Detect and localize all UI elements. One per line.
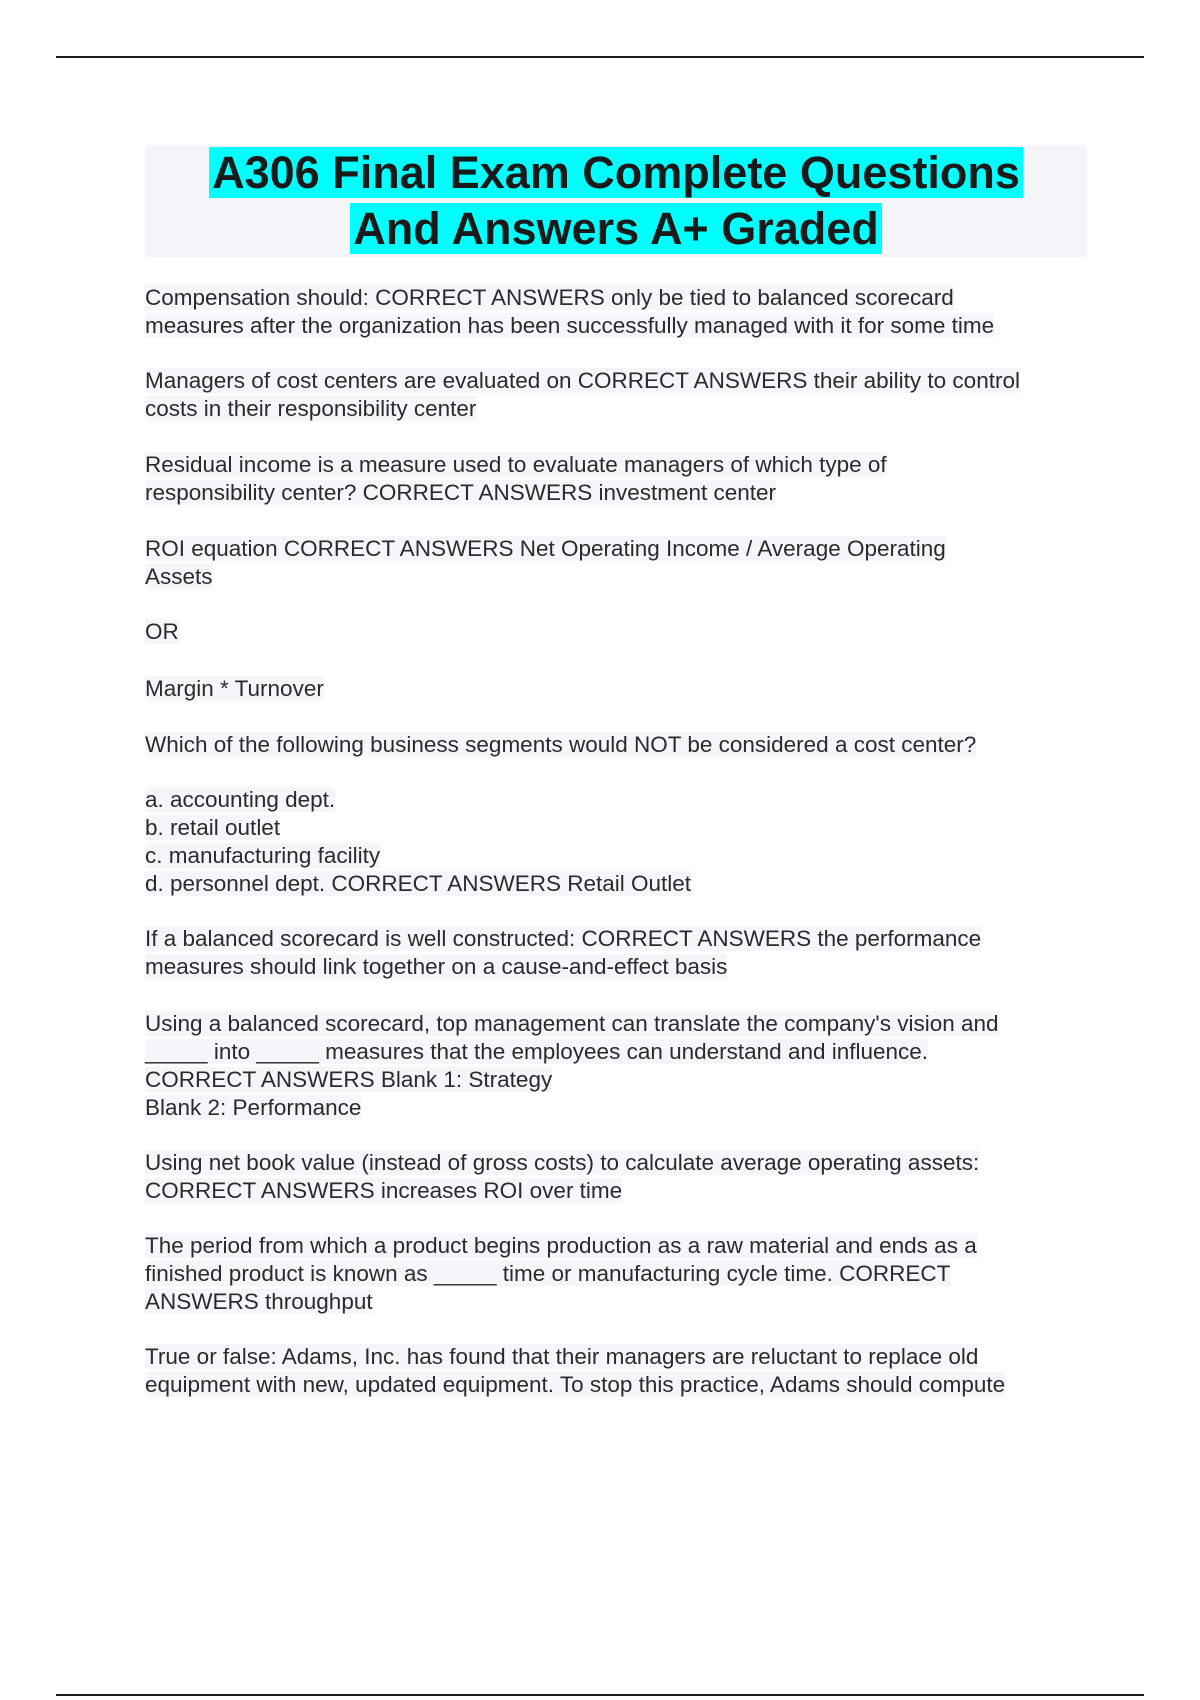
- header-rule: [56, 56, 1144, 58]
- qa-compensation: Compensation should: CORRECT ANSWERS only be tied to balanced scorecard measures after the organization has been successfully managed with it for some time: [145, 285, 995, 338]
- qa-net-book-value: Using net book value (instead of gross costs) to calculate average operating assets: CORRECT ANSWERS increases ROI over time: [145, 1150, 980, 1203]
- document-title: [145, 145, 1087, 257]
- qa-balanced-scorecard: If a balanced scorecard is well constructed: CORRECT ANSWERS the performance measures should link together on a cause-and-effect basis: [145, 926, 982, 979]
- qa-or: OR: [145, 619, 179, 644]
- qa-options-list: a. accounting dept. b. retail outlet c. manufacturing facility d. personnel dept. CORRECT ANSWERS Retail Outlet: [145, 787, 692, 896]
- qa-true-or-false: True or false: Adams, Inc. has found that their managers are reluctant to replace old equipment with new, updated equipment. To stop this practice, Adams should compute: [145, 1344, 1006, 1397]
- qa-throughput: The period from which a product begins production as a raw material and ends as a finished product is known as _____ time or manufacturing cycle time. CORRECT ANSWERS throughput: [145, 1233, 977, 1314]
- footer-rule: [56, 1694, 1144, 1696]
- qa-margin-turnover: Margin * Turnover: [145, 676, 324, 701]
- qa-residual-income: Residual income is a measure used to evaluate managers of which type of responsibility center? CORRECT ANSWERS investment center: [145, 452, 887, 505]
- title-line-2: And Answers A+ Graded: [145, 201, 1087, 257]
- title-line-1: A306 Final Exam Complete Questions: [145, 145, 1087, 201]
- qa-cost-center-question: Which of the following business segments would NOT be considered a cost center?: [145, 732, 977, 757]
- qa-roi-equation: ROI equation CORRECT ANSWERS Net Operating Income / Average Operating Assets: [145, 536, 946, 589]
- qa-translate-vision: Using a balanced scorecard, top management can translate the company's vision and _____ into _____ measures that the employees can understand and influence. CORRECT ANSWERS Blank 1: Strategy Blank 2: Performance: [145, 1011, 999, 1120]
- qa-cost-centers: Managers of cost centers are evaluated on CORRECT ANSWERS their ability to control costs in their responsibility center: [145, 368, 1020, 421]
